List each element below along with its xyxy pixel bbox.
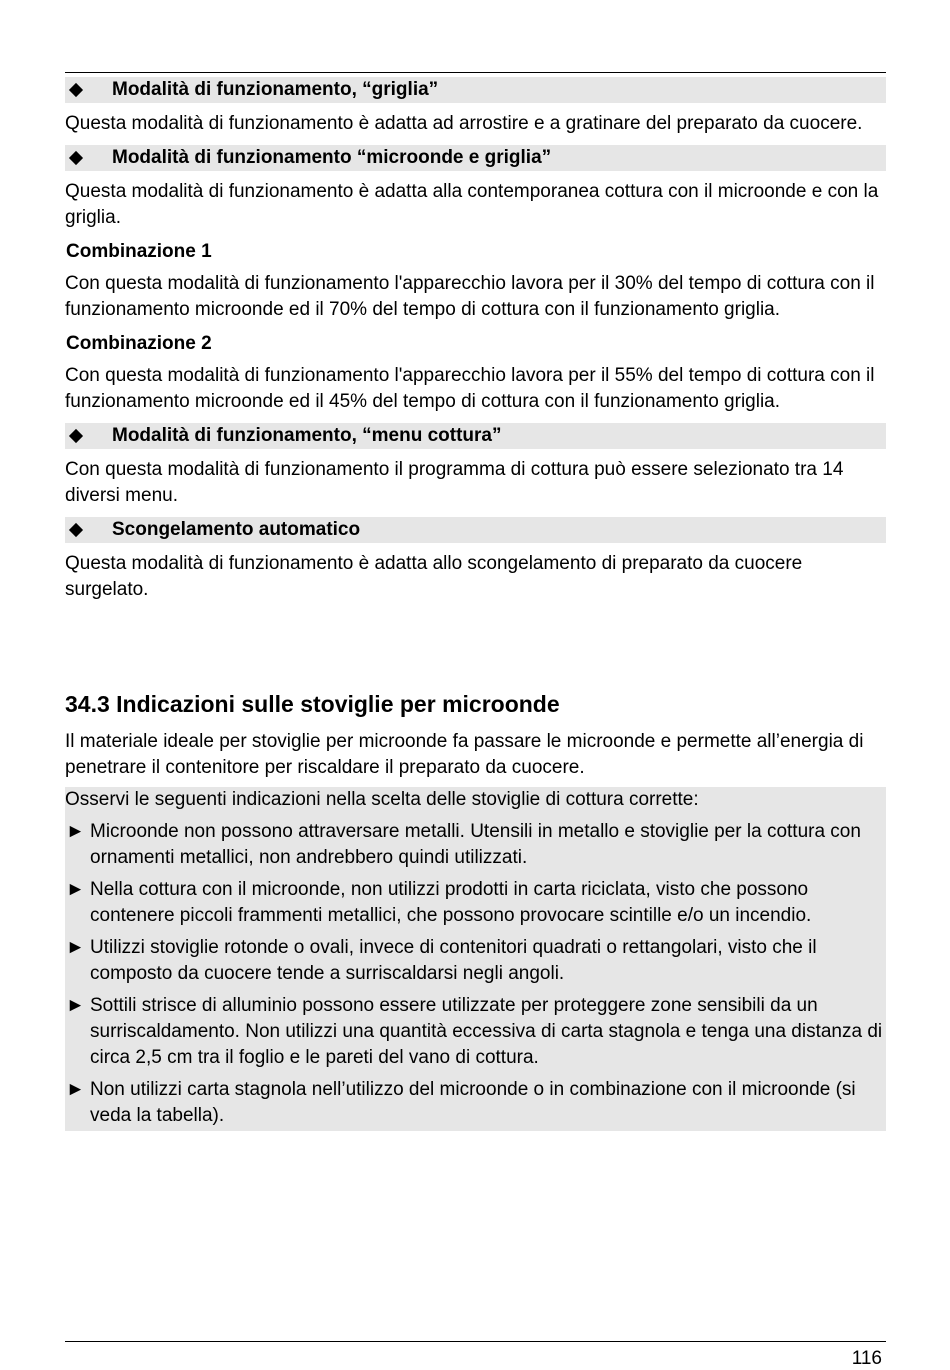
mode-heading-griglia xyxy=(65,77,886,103)
mode-heading-microonde-griglia xyxy=(65,145,886,171)
top-rule xyxy=(65,72,886,73)
mode-heading-menu-cottura xyxy=(65,423,886,449)
triangle-bullet-icon: ► xyxy=(66,995,85,1016)
triangle-bullet-icon: ► xyxy=(66,1079,85,1100)
list-item xyxy=(65,935,886,987)
notes-lead: Osservi le seguenti indicazioni nella scelta delle stoviglie di cottura corrette: xyxy=(65,789,699,810)
mode-description: Con questa modalità di funzionamento il programma di cottura può essere selezionato tra 14 diversi menu. xyxy=(65,459,844,506)
diamond-bullet-icon xyxy=(69,429,83,443)
diamond-bullet-icon xyxy=(69,151,83,165)
cookware-notes-box xyxy=(65,787,886,1131)
combination-title: Combinazione 1 xyxy=(66,241,212,262)
list-item xyxy=(65,993,886,1071)
triangle-bullet-icon: ► xyxy=(66,937,85,958)
mode-heading-text: Modalità di funzionamento, “griglia” xyxy=(112,79,439,100)
mode-heading-text: Modalità di funzionamento, “menu cottura” xyxy=(112,425,502,446)
section-title: 34.3 Indicazioni sulle stoviglie per microonde xyxy=(65,691,560,717)
mode-description: Questa modalità di funzionamento è adatta alla contemporanea cottura con il microonde e con la griglia. xyxy=(65,181,879,228)
mode-description: Questa modalità di funzionamento è adatta ad arrostire e a gratinare del preparato da cuocere. xyxy=(65,113,863,134)
combination-description: Con questa modalità di funzionamento l'apparecchio lavora per il 30% del tempo di cottura con il funzionamento microonde ed il 70% del tempo di cottura con il funzionamento griglia. xyxy=(65,273,875,320)
section-intro: Il materiale ideale per stoviglie per microonde fa passare le microonde e permette all’energia di penetrare il contenitore per riscaldare il preparato da cuocere. xyxy=(65,731,864,778)
mode-heading-text: Scongelamento automatico xyxy=(112,519,361,540)
list-item xyxy=(65,819,886,871)
list-item-text: Nella cottura con il microonde, non utilizzi prodotti in carta riciclata, visto che possono contenere piccoli frammenti metallici, che possono provocare scintille e/o un incendio. xyxy=(90,879,812,926)
triangle-bullet-icon: ► xyxy=(66,879,85,900)
triangle-bullet-icon: ► xyxy=(66,821,85,842)
mode-description: Questa modalità di funzionamento è adatta allo scongelamento di preparato da cuocere surgelato. xyxy=(65,553,803,600)
combination-title: Combinazione 2 xyxy=(66,333,212,354)
page-content xyxy=(65,77,886,1131)
footer-rule xyxy=(65,1341,886,1342)
mode-heading-text: Modalità di funzionamento “microonde e griglia” xyxy=(112,147,552,168)
diamond-bullet-icon xyxy=(69,83,83,97)
list-item-text: Sottili strisce di alluminio possono essere utilizzate per proteggere zone sensibili da un surriscaldamento. Non utilizzi una quantità eccessiva di carta stagnola e tenga una distanza di circa 2,5 cm tra il foglio e le pareti del vano di cottura. xyxy=(90,995,883,1068)
list-item-text: Microonde non possono attraversare metalli. Utensili in metallo e stoviglie per la cottura con ornamenti metallici, non andrebbero quindi utilizzati. xyxy=(90,821,861,868)
list-item xyxy=(65,877,886,929)
diamond-bullet-icon xyxy=(69,523,83,537)
list-item-text: Non utilizzi carta stagnola nell’utilizzo del microonde o in combinazione con il microonde (si veda la tabella). xyxy=(90,1079,856,1126)
mode-heading-scongelamento xyxy=(65,517,886,543)
list-item-text: Utilizzi stoviglie rotonde o ovali, invece di contenitori quadrati o rettangolari, visto che il composto da cuocere tende a surriscaldarsi negli angoli. xyxy=(90,937,817,984)
list-item xyxy=(65,1077,886,1129)
combination-description: Con questa modalità di funzionamento l'apparecchio lavora per il 55% del tempo di cottura con il funzionamento microonde ed il 45% del tempo di cottura con il funzionamento griglia. xyxy=(65,365,875,412)
page-number: 116 xyxy=(851,1348,882,1369)
